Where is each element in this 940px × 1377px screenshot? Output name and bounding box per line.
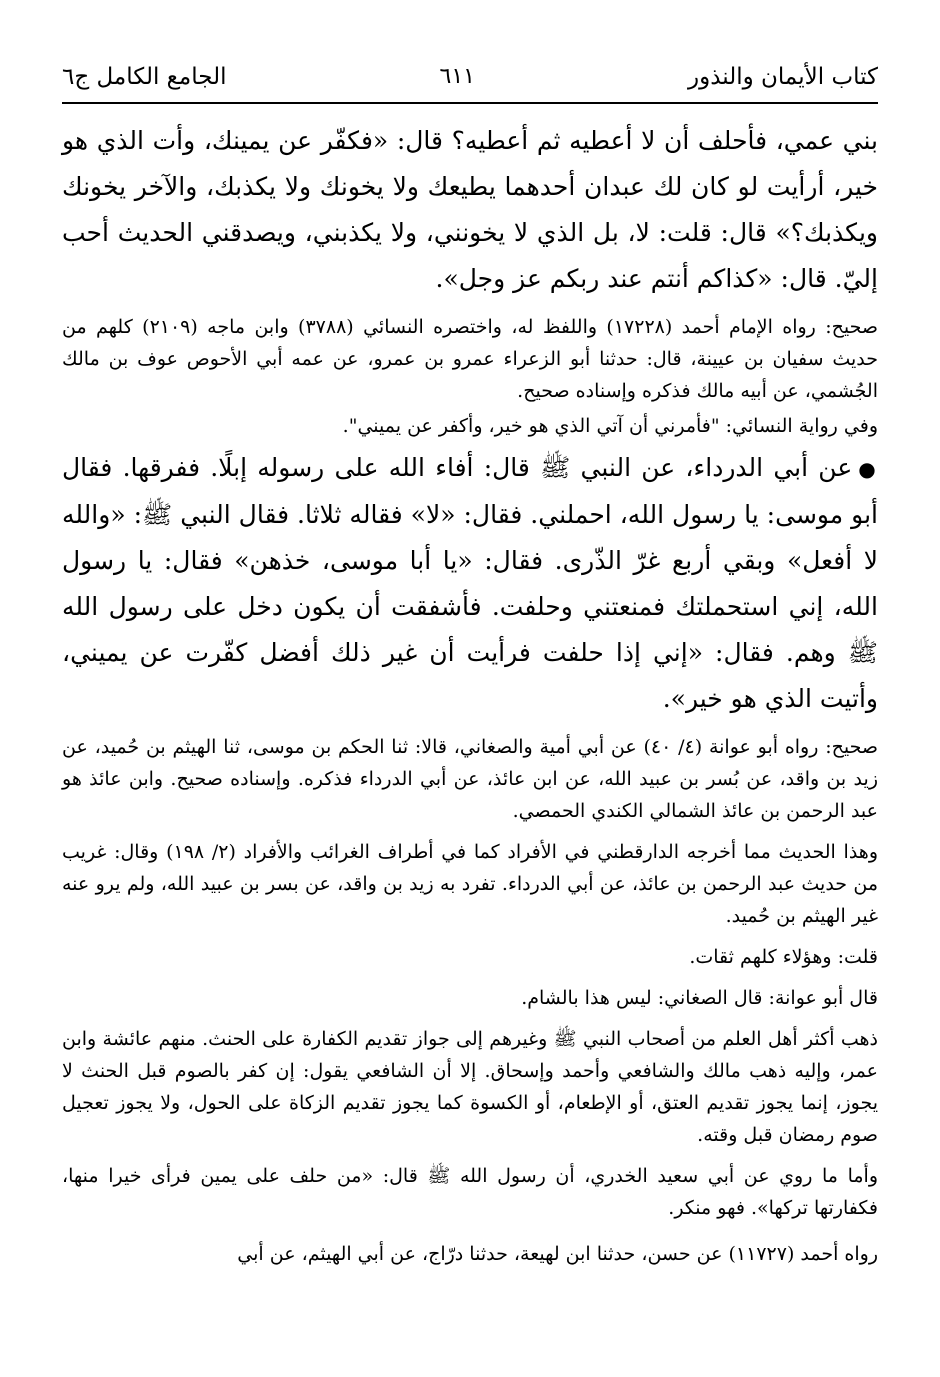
- page-body: [62, 118, 878, 1270]
- hadith-bullet-icon: ●: [858, 457, 879, 481]
- volume-title: الجامع الكامل ج٦: [62, 64, 227, 90]
- takhrij-note: صحيح: رواه الإمام أحمد (١٧٢٢٨) واللفظ له، واختصره النسائي (٣٧٨٨) وابن ماجه (٢١٠٩) كلهم من حديث سفيان بن عيينة، قال: حدثنا أبو الزعراء عمرو بن عمرو، عن عمه أبي الأحوص عوف بن مالك الجُشمي، عن أبيه مالك فذكره وإسناده صحيح.: [62, 316, 878, 402]
- nasai-variant-note: وفي رواية النسائي: "فأمرني أن آتي الذي هو خير، وأكفر عن يميني".: [342, 415, 878, 437]
- takhrij-continues: رواه أحمد (١١٧٢٧) عن حسن، حدثنا ابن لهيعة، حدثنا درّاج، عن أبي الهيثم، عن أبي: [237, 1243, 878, 1265]
- running-header: [62, 52, 878, 92]
- header-rule: [62, 102, 878, 104]
- author-comment: قلت: وهؤلاء كلهم ثقات.: [689, 946, 878, 968]
- abu-awana-note: قال أبو عوانة: قال الصغاني: ليس هذا بالشام.: [521, 987, 878, 1009]
- daraqutni-note: وهذا الحديث مما أخرجه الدارقطني في الأفراد كما في أطراف الغرائب والأفراد (٢/ ١٩٨) وقال: غريب من حديث عبد الرحمن بن عائذ، عن أبي الدرداء. تفرد به زيد بن واقد، عن بسر بن عبيد الله، ولم يرو عنه غير الهيثم بن حُميد.: [62, 841, 878, 927]
- hadith-continuation: بني عمي، فأحلف أن لا أعطيه ثم أعطيه؟ قال: «فكفّر عن يمينك، وأت الذي هو خير، أرأيت لو كان لك عبدان أحدهما يطيعك ولا يخونك ولا يكذبك، والآخر يخونك ويكذبك؟» قال: قلت: لا، بل الذي لا يخونني، ولا يكذبني، ويصدقني الحديث أحب إليّ. قال: «كذاكم أنتم عند ربكم عز وجل».: [62, 126, 878, 293]
- munkar-narration: وأما ما روي عن أبي سعيد الخدري، أن رسول الله ﷺ قال: «من حلف على يمين فرأى خيرا منها، فكفارتها تركها». فهو منكر.: [62, 1165, 878, 1219]
- fiqh-discussion: ذهب أكثر أهل العلم من أصحاب النبي ﷺ وغيرهم إلى جواز تقديم الكفارة على الحنث. منهم عائشة وابن عمر، وإليه ذهب مالك والشافعي وأحمد وإسحاق. إلا أن الشافعي يقول: إن كفر بالصوم قبل الحنث لا يجوز، إنما يجوز تقديم العتق، أو الإطعام، أو الكسوة كما يجوز تقديم الزكاة على الحول، ولا يجوز تعجيل صوم رمضان قبل وقته.: [62, 1028, 878, 1146]
- takhrij-note: صحيح: رواه أبو عوانة (٤/ ٤٠) عن أبي أمية والصغاني، قالا: ثنا الحكم بن موسى، ثنا الهيثم بن حُميد، عن زيد بن واقد، عن بُسر بن عبيد الله، عن ابن عائذ، عن أبي الدرداء فذكره. وإسناده صحيح. وابن عائذ هو عبد الرحمن بن عائذ الشمالي الكندي الحمصي.: [62, 736, 878, 822]
- book-title: كتاب الأيمان والنذور: [687, 64, 878, 90]
- hadith-text: عن أبي الدرداء، عن النبي ﷺ قال: أفاء الله على رسوله إبلًا. ففرقها. فقال أبو موسى: يا رسول الله، احملني. فقال: «لا» فقاله ثلاثا. فقال النبي ﷺ: «والله لا أفعل» وبقي أربع غرّ الذّرى. فقال: «يا أبا موسى، خذهن» فقال: يا رسول الله، إني استحملتك فمنعتني وحلفت. فأشفقت أن يكون دخل على رسول الله ﷺ وهم. فقال: «إني إذا حلفت فرأيت أن غير ذلك أفضل كفّرت عن يميني، وأتيت الذي هو خير».: [62, 453, 878, 713]
- page-number: ٦١١: [439, 64, 475, 89]
- hadith-abu-darda: [62, 445, 878, 722]
